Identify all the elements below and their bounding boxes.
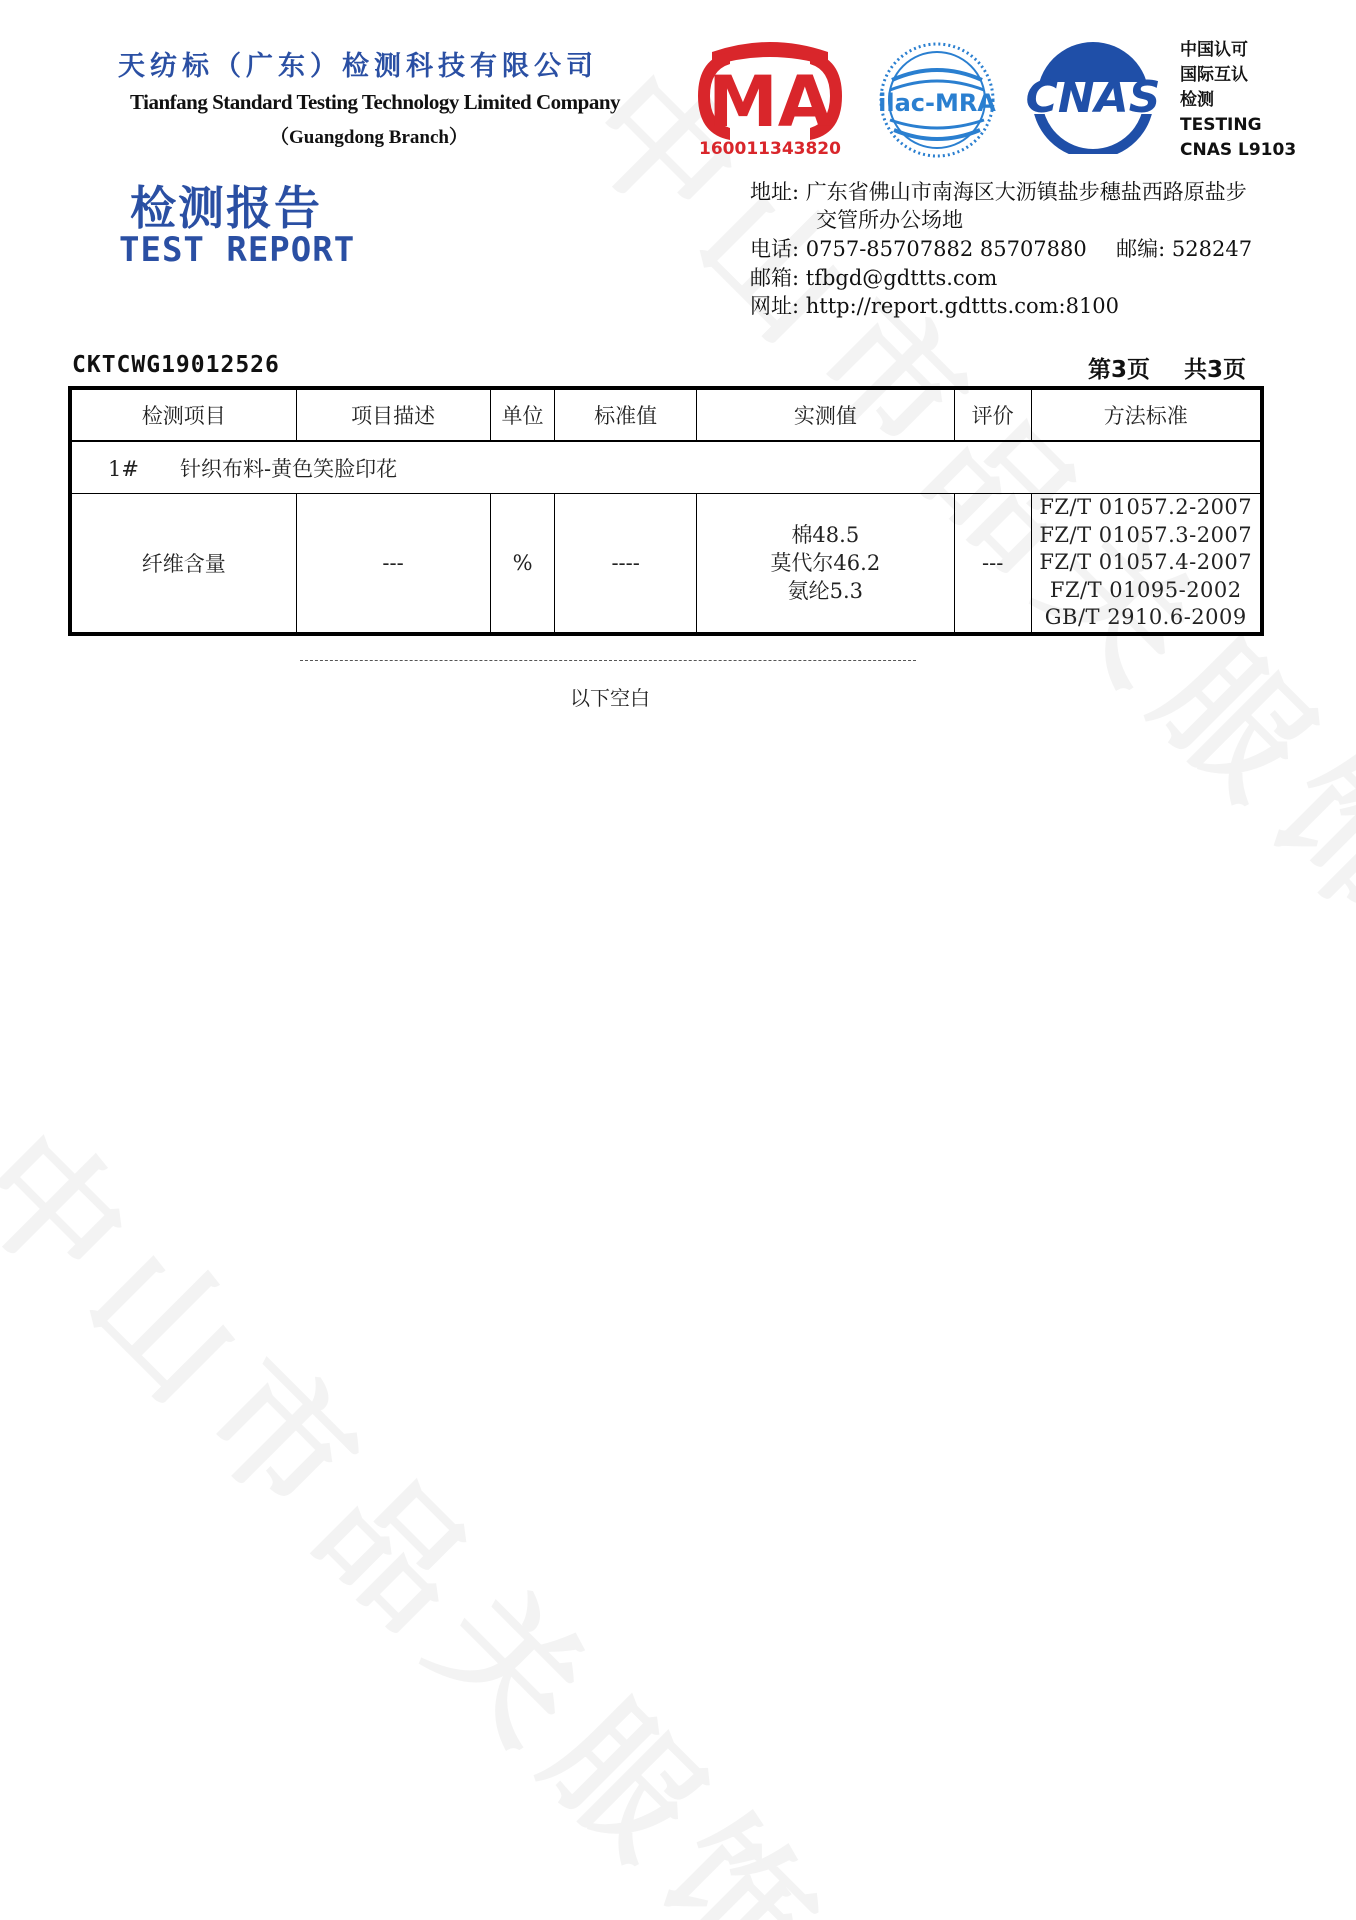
report-title-cn: 检测报告: [130, 181, 322, 235]
address-line: [750, 176, 1247, 206]
test-results-table: [68, 386, 1264, 636]
table-header-row: [70, 388, 1262, 441]
cnas-side-line: TESTING: [1180, 115, 1262, 135]
email-line: [750, 262, 997, 292]
company-name-cn: 天纺标（广东）检测科技有限公司: [118, 51, 598, 82]
email-label: 邮箱:: [750, 266, 800, 290]
header-test-item: 检测项目: [70, 388, 296, 441]
header-measured-value: 实测值: [696, 388, 954, 441]
phone-label: 电话:: [750, 237, 800, 261]
page-current: 第3页: [1088, 357, 1151, 383]
blank-below-note: 以下空白: [570, 686, 650, 710]
measured-line: 棉48.5: [791, 523, 860, 547]
ilac-text: ilac-MRA: [878, 89, 996, 117]
ilac-mra-logo: [878, 32, 996, 168]
ma-number: 160011343820: [699, 139, 841, 158]
website-value[interactable]: http://report.gdttts.com:8100: [805, 294, 1120, 318]
postcode-value: 528247: [1171, 237, 1253, 261]
header-description: 项目描述: [296, 388, 490, 441]
header-unit: 单位: [490, 388, 555, 441]
cell-evaluation: ---: [954, 494, 1031, 635]
cell-test-item: 纤维含量: [70, 494, 296, 635]
watermark-text: [0, 1080, 1340, 1920]
cell-unit: %: [490, 494, 555, 635]
method-line: FZ/T 01057.3-2007: [1039, 522, 1253, 547]
method-line: FZ/T 01095-2002: [1049, 577, 1242, 602]
cell-method-standard: [1031, 494, 1262, 635]
cnas-text: CNAS: [1025, 72, 1161, 123]
cnas-side-line: 国际互认: [1180, 65, 1248, 85]
sample-row: [70, 441, 1262, 494]
sample-name: 针织布料-黄色笑脸印花: [180, 456, 398, 481]
report-number: CKTCWG19012526: [72, 352, 280, 378]
page-total: 共3页: [1184, 357, 1247, 383]
header-evaluation: 评价: [954, 388, 1031, 441]
cnas-accreditation-text: [1180, 38, 1296, 163]
phone-value: 0757-85707882 85707880: [805, 237, 1087, 261]
cnas-side-line: CNAS L9103: [1180, 140, 1297, 160]
ma-text: MA: [708, 61, 832, 143]
header-standard-value: 标准值: [555, 388, 696, 441]
end-divider: [300, 660, 916, 661]
phone-line: [750, 233, 1252, 263]
address-label: 地址:: [750, 180, 800, 204]
method-line: FZ/T 01057.2-2007: [1039, 495, 1253, 520]
cell-measured-value: [696, 494, 954, 635]
table-row: [70, 494, 1262, 635]
report-title-en: TEST REPORT: [119, 230, 356, 270]
address-line-2: 交管所办公场地: [816, 208, 963, 232]
method-line: FZ/T 01057.4-2007: [1039, 550, 1253, 575]
website-label: 网址:: [750, 294, 800, 318]
measured-line: 氨纶5.3: [787, 579, 864, 603]
cma-logo: [690, 38, 850, 158]
cnas-side-line: 检测: [1180, 90, 1214, 110]
company-branch: （Guangdong Branch）: [270, 127, 468, 148]
cnas-logo: [1025, 38, 1161, 154]
address-value: 广东省佛山市南海区大沥镇盐步穗盐西路原盐步: [805, 180, 1247, 204]
website-line: [750, 290, 1119, 320]
sample-id: 1#: [108, 456, 139, 481]
page-indicator: [1088, 351, 1246, 384]
cnas-side-line: 中国认可: [1180, 40, 1248, 60]
email-value[interactable]: tfbgd@gdttts.com: [805, 266, 998, 290]
company-name-en: Tianfang Standard Testing Technology Limited Company: [130, 90, 621, 114]
measured-line: 莫代尔46.2: [770, 551, 881, 575]
method-line: GB/T 2910.6-2009: [1044, 605, 1247, 630]
cell-standard-value: ----: [555, 494, 696, 635]
postcode-label: 邮编:: [1116, 237, 1166, 261]
header-method-standard: 方法标准: [1031, 388, 1262, 441]
cell-description: ---: [296, 494, 490, 635]
